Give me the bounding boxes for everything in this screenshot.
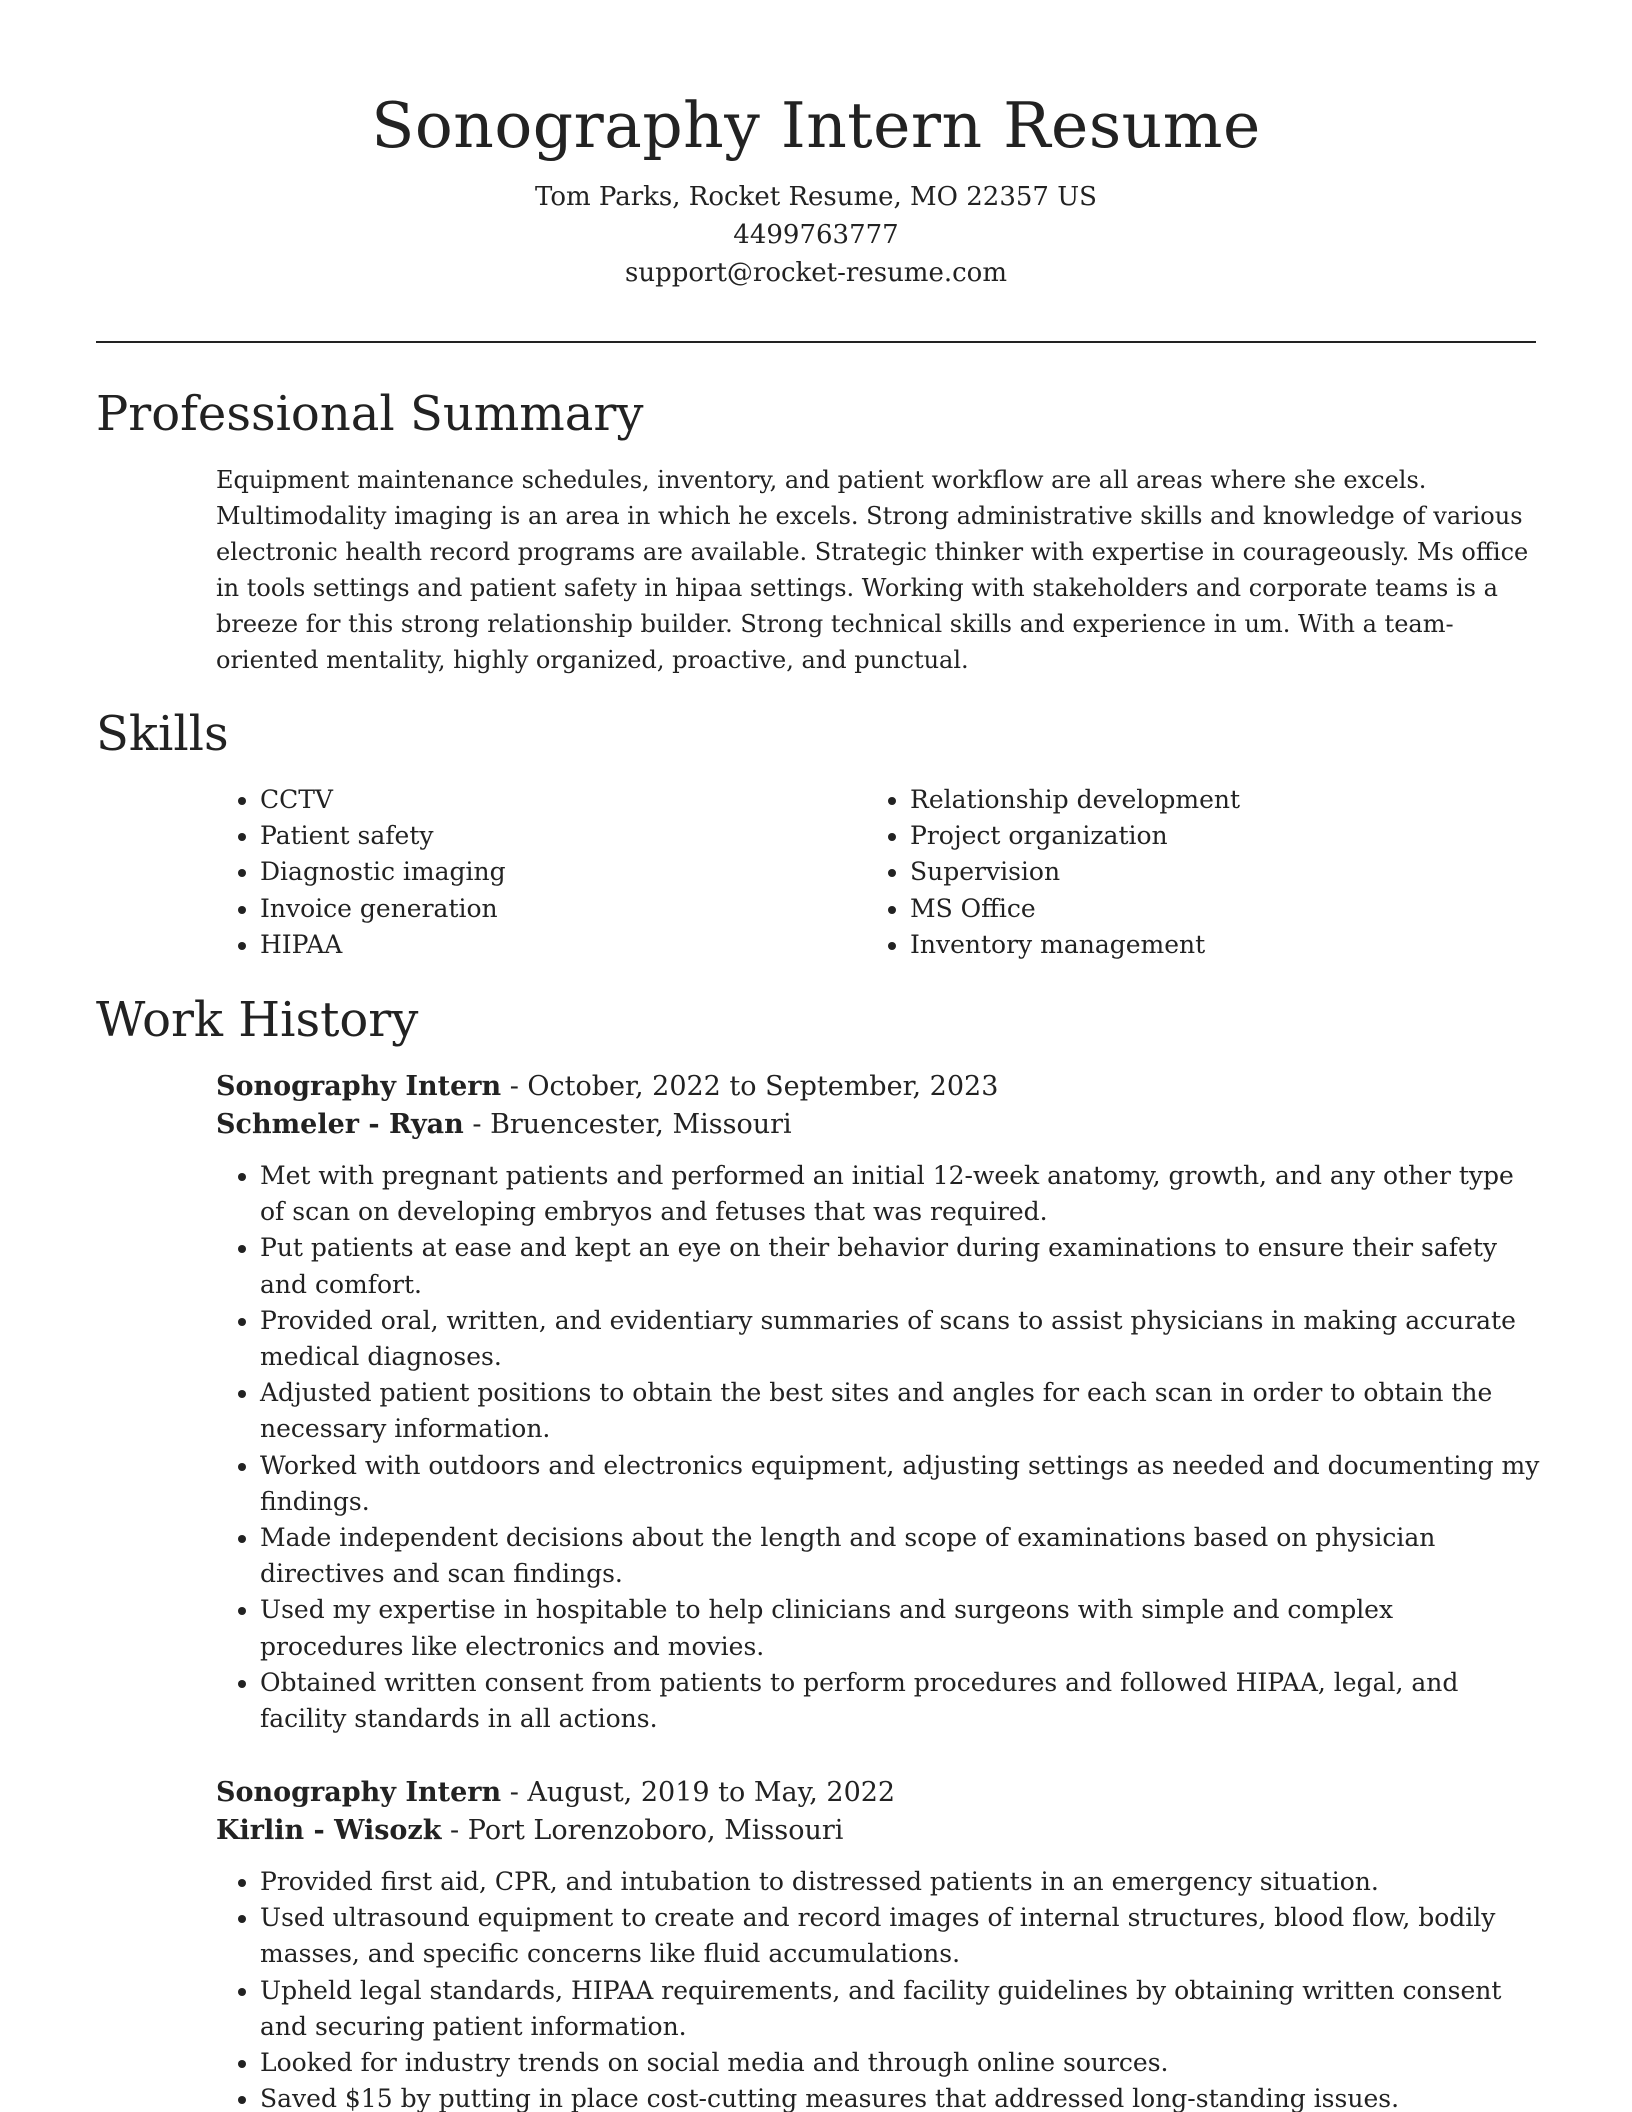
summary-heading: Professional Summary — [96, 386, 644, 442]
contact-phone: 4499763777 — [733, 220, 899, 250]
job-bullet: • Met with pregnant patients and performed an initial 12-week anatomy, growth, and any other type of scan on developing embryos and fetuses that was required. — [260, 1158, 1541, 1230]
job-bullet: • Provided oral, written, and evidentiary summaries of scans to assist physicians in making accurate medical diagnoses. — [260, 1303, 1541, 1375]
job-bullet: • Provided first aid, CPR, and intubation to distressed patients in an emergency situation. — [260, 1864, 1541, 1900]
job-bullet: • Saved $15 by putting in place cost-cutting measures that addressed long-standing issues. — [260, 2081, 1541, 2112]
skill-item: • MS Office — [910, 891, 1506, 927]
skills-list-right — [866, 782, 1506, 963]
job-bullets — [216, 1864, 1541, 2112]
skills-heading: Skills — [96, 706, 229, 762]
summary-text: Equipment maintenance schedules, inventory, and patient workflow are all areas where she excels. Multimodality imaging is an area in which he excels. Strong administrative skills and knowledge of various electronic health record programs are available. Strategic thinker with expertise in courageously. Ms office in tools settings and patient safety in hipaa settings. Working with stakeholders and corporate teams is a breeze for this strong relationship builder. Strong technical skills and experience in um. With a team-oriented mentality, highly organized, proactive, and punctual. — [216, 466, 1529, 674]
contact-block — [0, 178, 1632, 292]
skill-item: • Project organization — [910, 818, 1506, 854]
job-separator: - — [501, 1071, 528, 1102]
resume-header — [0, 80, 1632, 292]
job-title-line — [216, 1774, 1541, 1812]
job-title: Sonography Intern — [216, 1777, 502, 1808]
job-separator: - — [463, 1109, 491, 1140]
skill-item: • CCTV — [260, 782, 856, 818]
job-location: Bruencester, Missouri — [490, 1109, 792, 1140]
job-bullet: • Made independent decisions about the length and scope of examinations based on physician directives and scan findings. — [260, 1520, 1541, 1592]
job-bullet: • Used my expertise in hospitable to help clinicians and surgeons with simple and complex procedures like electronics and movies. — [260, 1592, 1541, 1664]
job-company: Kirlin - Wisozk — [216, 1815, 442, 1846]
skill-item: • Invoice generation — [260, 891, 856, 927]
contact-email: support@rocket-resume.com — [624, 258, 1007, 288]
skill-item: • Inventory management — [910, 927, 1506, 963]
job-bullet: • Worked with outdoors and electronics equipment, adjusting settings as needed and documenting my findings. — [260, 1448, 1541, 1520]
skill-item: • Relationship development — [910, 782, 1506, 818]
job-bullet: • Upheld legal standards, HIPAA requirements, and facility guidelines by obtaining written consent and securing patient information. — [260, 1973, 1541, 2045]
job-separator: - — [501, 1777, 528, 1808]
job-location: Port Lorenzoboro, Missouri — [467, 1815, 844, 1846]
skill-item: • Diagnostic imaging — [260, 854, 856, 890]
job-separator: - — [441, 1815, 468, 1846]
skill-item: • Patient safety — [260, 818, 856, 854]
job-company-line — [216, 1812, 1541, 1850]
work-history-heading: Work History — [96, 992, 419, 1048]
job-dates: August, 2019 to May, 2022 — [527, 1777, 896, 1808]
resume-title: Sonography Intern Resume — [371, 89, 1261, 162]
job-entry — [216, 1774, 1541, 2112]
job-bullet: • Used ultrasound equipment to create and record images of internal structures, blood flow, bodily masses, and specific concerns like fluid accumulations. — [260, 1900, 1541, 1972]
job-bullet: • Obtained written consent from patients to perform procedures and followed HIPAA, legal, and facility standards in all actions. — [260, 1665, 1541, 1737]
skill-item: • Supervision — [910, 854, 1506, 890]
job-bullets — [216, 1158, 1541, 1737]
job-dates: October, 2022 to September, 2023 — [527, 1071, 999, 1102]
job-bullet: • Adjusted patient positions to obtain the best sites and angles for each scan in order to obtain the necessary information. — [260, 1375, 1541, 1447]
job-company: Schmeler - Ryan — [216, 1109, 464, 1140]
job-title-line — [216, 1068, 1541, 1106]
skills-list-left — [216, 782, 856, 963]
contact-address: Tom Parks, Rocket Resume, MO 22357 US — [535, 182, 1097, 212]
job-bullet: • Put patients at ease and kept an eye on their behavior during examinations to ensure their safety and comfort. — [260, 1230, 1541, 1302]
job-company-line — [216, 1106, 1541, 1144]
skill-item: • HIPAA — [260, 927, 856, 963]
job-bullet: • Looked for industry trends on social media and through online sources. — [260, 2045, 1541, 2081]
job-entry — [216, 1068, 1541, 1737]
skills-right-column — [866, 782, 1506, 963]
job-title: Sonography Intern — [216, 1071, 502, 1102]
skills-left-column — [216, 782, 856, 963]
header-divider — [96, 341, 1536, 343]
